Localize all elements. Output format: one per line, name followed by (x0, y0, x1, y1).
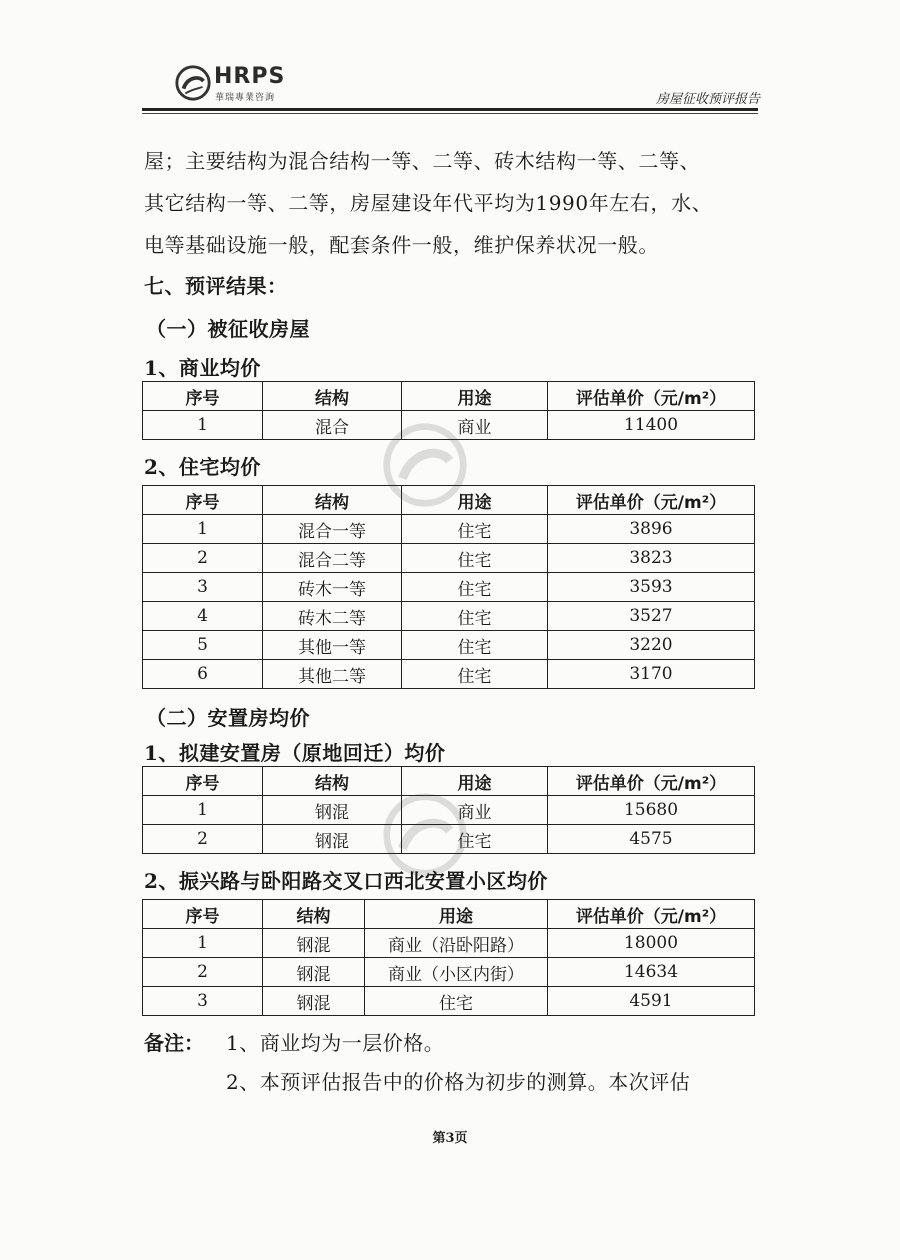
table-cell: 钢混 (263, 987, 365, 1016)
table-cell: 混合 (263, 411, 402, 440)
table-row (143, 631, 755, 660)
column-header: 序号 (143, 767, 263, 796)
table-cell: 2 (143, 544, 263, 573)
subsection-heading: 1、商业均价 (144, 356, 261, 380)
table-cell: 混合一等 (263, 515, 402, 544)
table-row (143, 796, 755, 825)
column-header: 评估单价（元/m²） (548, 767, 755, 796)
table-cell: 4591 (548, 987, 755, 1016)
table-row (143, 411, 755, 440)
table-header-row (143, 382, 755, 411)
table-cell: 商业（沿卧阳路） (365, 929, 548, 958)
table-cell: 4575 (548, 825, 755, 854)
notes-label: 备注： (144, 1031, 204, 1055)
note-line: 1、商业均为一层价格。 (226, 1031, 445, 1055)
table-cell: 1 (143, 796, 263, 825)
table-cell: 2 (143, 825, 263, 854)
subsection-heading: 2、振兴路与卧阳路交叉口西北安置小区均价 (144, 869, 548, 893)
column-header: 序号 (143, 486, 263, 515)
column-header: 序号 (143, 900, 263, 929)
table-cell: 其他一等 (263, 631, 402, 660)
column-header: 评估单价（元/m²） (548, 382, 755, 411)
commercial-price-table (142, 381, 755, 440)
table-cell: 住宅 (402, 825, 548, 854)
table-row (143, 602, 755, 631)
column-header: 序号 (143, 382, 263, 411)
column-header: 评估单价（元/m²） (548, 900, 755, 929)
table-cell: 4 (143, 602, 263, 631)
table-cell: 6 (143, 660, 263, 689)
table-header-row (143, 486, 755, 515)
table-cell: 砖木二等 (263, 602, 402, 631)
table-cell: 15680 (548, 796, 755, 825)
intro-line: 电等基础设施一般，配套条件一般，维护保养状况一般。 (144, 233, 659, 257)
table-cell: 3220 (548, 631, 755, 660)
table-cell: 砖木一等 (263, 573, 402, 602)
table-row (143, 573, 755, 602)
table-cell: 钢混 (263, 825, 402, 854)
table-cell: 3 (143, 573, 263, 602)
table-cell: 商业 (402, 411, 548, 440)
logo-text: HRPS (214, 64, 286, 89)
table-row (143, 515, 755, 544)
header-rule-thin (142, 113, 758, 114)
table-cell: 住宅 (402, 544, 548, 573)
section-heading: 七、预评结果： (144, 274, 288, 298)
intro-line: 其它结构一等、二等，房屋建设年代平均为1990年左右，水、 (144, 191, 713, 215)
document-title: 房屋征收预评报告 (655, 92, 760, 107)
column-header: 用途 (365, 900, 548, 929)
table-cell: 混合二等 (263, 544, 402, 573)
table-cell: 3 (143, 987, 263, 1016)
table-row (143, 825, 755, 854)
column-header: 结构 (263, 382, 402, 411)
table-cell: 其他二等 (263, 660, 402, 689)
part-heading: （二）安置房均价 (146, 706, 310, 730)
table-cell: 1 (143, 515, 263, 544)
page-number: 第3页 (432, 1131, 468, 1146)
table-cell: 14634 (548, 958, 755, 987)
table-cell: 住宅 (402, 631, 548, 660)
intro-paragraph (144, 140, 756, 266)
table-header-row (143, 900, 755, 929)
table-cell: 3527 (548, 602, 755, 631)
table-cell: 住宅 (402, 660, 548, 689)
table-cell: 1 (143, 411, 263, 440)
resettlement-original-table (142, 766, 755, 854)
table-cell: 3593 (548, 573, 755, 602)
table-cell: 钢混 (263, 796, 402, 825)
table-cell: 钢混 (263, 958, 365, 987)
company-logo (174, 62, 334, 106)
column-header: 结构 (263, 486, 402, 515)
table-cell: 5 (143, 631, 263, 660)
column-header: 结构 (263, 900, 365, 929)
resettlement-zhenxing-table (142, 899, 755, 1016)
note-line: 2、本预评估报告中的价格为初步的测算。本次评估 (226, 1070, 691, 1094)
table-cell: 钢混 (263, 929, 365, 958)
column-header: 用途 (402, 767, 548, 796)
subsection-heading: 2、住宅均价 (144, 455, 261, 479)
residential-price-table (142, 485, 755, 689)
table-cell: 住宅 (402, 515, 548, 544)
column-header: 结构 (263, 767, 402, 796)
logo-subtitle: 華瑞專業咨詢 (215, 93, 276, 103)
table-cell: 1 (143, 929, 263, 958)
table-cell: 住宅 (365, 987, 548, 1016)
intro-line: 屋；主要结构为混合结构一等、二等、砖木结构一等、二等、 (144, 149, 701, 173)
table-cell: 2 (143, 958, 263, 987)
table-row (143, 660, 755, 689)
table-cell: 商业 (402, 796, 548, 825)
table-cell: 住宅 (402, 573, 548, 602)
table-cell: 11400 (548, 411, 755, 440)
table-cell: 18000 (548, 929, 755, 958)
part-heading: （一）被征收房屋 (146, 317, 310, 341)
table-row (143, 958, 755, 987)
table-cell: 3823 (548, 544, 755, 573)
table-row (143, 987, 755, 1016)
table-header-row (143, 767, 755, 796)
table-cell: 3170 (548, 660, 755, 689)
table-row (143, 929, 755, 958)
table-cell: 住宅 (402, 602, 548, 631)
subsection-heading: 1、拟建安置房（原地回迁）均价 (144, 741, 446, 765)
header-rule (142, 108, 758, 111)
column-header: 用途 (402, 382, 548, 411)
table-row (143, 544, 755, 573)
table-cell: 3896 (548, 515, 755, 544)
hrps-logo-icon (174, 64, 212, 102)
table-cell: 商业（小区内街） (365, 958, 548, 987)
column-header: 用途 (402, 486, 548, 515)
column-header: 评估单价（元/m²） (548, 486, 755, 515)
